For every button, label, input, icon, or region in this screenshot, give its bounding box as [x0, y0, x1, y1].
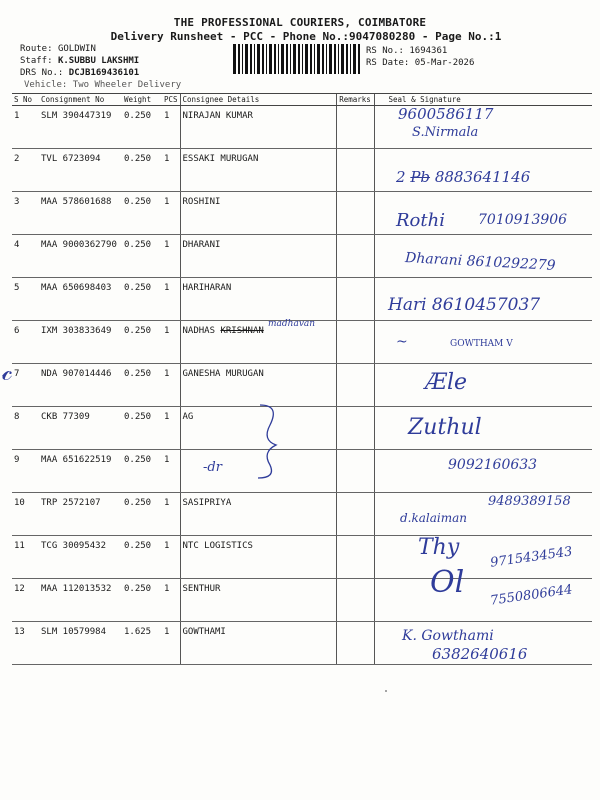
table-row: [12, 149, 592, 192]
col-signature: Seal & Signature: [374, 94, 592, 106]
drs-line: DRS No.: DCJB169436101: [20, 68, 140, 78]
row-signature: [374, 364, 592, 407]
row-weight: 0.250: [122, 536, 162, 579]
row-weight: 0.250: [122, 493, 162, 536]
signature-12-phone: 7550806644: [489, 582, 574, 609]
row-remarks: [336, 493, 374, 536]
vehicle-line: Vehicle: Two Wheeler Delivery: [24, 80, 182, 90]
signature-11-phone: 9715434543: [489, 544, 574, 571]
row-weight: 0.250: [122, 579, 162, 622]
table-row: [12, 450, 592, 493]
row-sno: 13: [12, 622, 39, 665]
row-sno: 8: [12, 407, 39, 450]
row-consignee: AG: [180, 407, 336, 450]
row-pcs: 1: [162, 450, 180, 493]
row-pcs: 1: [162, 407, 180, 450]
row-sno: 12: [12, 579, 39, 622]
row-weight: 0.250: [122, 450, 162, 493]
row-consignment: SLM 390447319: [39, 106, 122, 149]
page-title: THE PROFESSIONAL COURIERS, COIMBATORE: [173, 16, 427, 29]
col-consignment: Consignment No: [39, 94, 122, 106]
row-signature: [374, 106, 592, 149]
row-consignee: NADHAS KRISHNAN: [180, 321, 336, 364]
row-remarks: [336, 192, 374, 235]
row-pcs: 1: [162, 106, 180, 149]
table-row: [12, 407, 592, 450]
table-row: [12, 278, 592, 321]
col-pcs: PCS: [162, 94, 180, 106]
row-consignee: SENTHUR: [180, 579, 336, 622]
row-sno: 7: [12, 364, 39, 407]
signature-13-phone: 6382640616: [432, 645, 528, 663]
row-signature: [374, 235, 592, 278]
route-line: Route: GOLDWIN: [20, 44, 96, 54]
row-signature: [374, 579, 592, 622]
signature-6-name: GOWTHAM V: [450, 339, 513, 349]
row-consignment: MAA 9000362790: [39, 235, 122, 278]
row-consignment: TVL 6723094: [39, 149, 122, 192]
signature-12-scribble: Ol: [430, 565, 465, 600]
row-signature: [374, 493, 592, 536]
table-row: [12, 106, 592, 149]
row-weight: 0.250: [122, 407, 162, 450]
signature-3-phone: 7010913906: [478, 212, 568, 228]
signature-5: Hari 8610457037: [388, 295, 541, 315]
row-sno: 1: [12, 106, 39, 149]
signature-8-phone: 9092160633: [448, 457, 538, 473]
signature-10-name: d.kalaiman: [400, 511, 468, 525]
signature-1-phone: 9600586117: [398, 105, 494, 123]
table-row: [12, 235, 592, 278]
row-pcs: 1: [162, 235, 180, 278]
row-signature: [374, 450, 592, 493]
row-pcs: 1: [162, 493, 180, 536]
row-pcs: 1: [162, 149, 180, 192]
row-consignment: CKB 77309: [39, 407, 122, 450]
signature-11-scribble: Thy: [418, 535, 460, 560]
row-sno: 11: [12, 536, 39, 579]
row-consignment: MAA 651622519: [39, 450, 122, 493]
signature-7-scribble: Æle: [425, 370, 468, 395]
row-weight: 0.250: [122, 278, 162, 321]
row-consignee: GANESHA MURUGAN: [180, 364, 336, 407]
row-remarks: [336, 235, 374, 278]
table-row: [12, 493, 592, 536]
row-remarks: [336, 149, 374, 192]
row-signature: [374, 321, 592, 364]
row-pcs: 1: [162, 536, 180, 579]
row-weight: 0.250: [122, 235, 162, 278]
col-remarks: Remarks: [336, 94, 374, 106]
row-remarks: [336, 622, 374, 665]
row-signature: [374, 536, 592, 579]
row-consignee: NTC LOGISTICS: [180, 536, 336, 579]
row-signature: [374, 149, 592, 192]
rs-no-line: RS No.: 1694361: [366, 46, 448, 56]
remark-overwrite-6: madhavan: [268, 319, 316, 329]
signature-2: 2 Pb 8883641146: [396, 168, 531, 186]
row-sno: 3: [12, 192, 39, 235]
row-pcs: 1: [162, 579, 180, 622]
row-consignment: MAA 112013532: [39, 579, 122, 622]
row-sno: 5: [12, 278, 39, 321]
row-remarks: [336, 278, 374, 321]
rs-date-value: 05-Mar-2026: [414, 58, 475, 68]
row-sno: 2: [12, 149, 39, 192]
row-weight: 0.250: [122, 321, 162, 364]
row-consignment: SLM 10579984: [39, 622, 122, 665]
drs-value: DCJB169436101: [68, 68, 140, 78]
row-remarks: [336, 450, 374, 493]
row-remarks: [336, 364, 374, 407]
row-weight: 0.250: [122, 364, 162, 407]
table-header: [12, 94, 592, 106]
page-subtitle: Delivery Runsheet - PCC - Phone No.:9047080280 - Page No.:1: [110, 30, 502, 43]
row-remarks: [336, 106, 374, 149]
signature-6-scribble: ~: [396, 334, 408, 350]
table-row: [12, 192, 592, 235]
row-sno: 10: [12, 493, 39, 536]
table-row: [12, 622, 592, 665]
row-pcs: 1: [162, 192, 180, 235]
row-consignment: MAA 650698403: [39, 278, 122, 321]
row-remarks: [336, 536, 374, 579]
row-consignment: MAA 578601688: [39, 192, 122, 235]
signature-3-name: Rothi: [396, 210, 445, 231]
row-consignment: IXM 303833649: [39, 321, 122, 364]
scan-speck: [385, 690, 387, 692]
rs-no-value: 1694361: [409, 46, 448, 56]
table-row: [12, 321, 592, 364]
row-signature: [374, 192, 592, 235]
table-row: [12, 579, 592, 622]
row-sno: 4: [12, 235, 39, 278]
row-consignee: NIRAJAN KUMAR: [180, 106, 336, 149]
margin-mark: 𝒸: [2, 357, 13, 387]
staff-value: K.SUBBU LAKSHMI: [57, 56, 140, 66]
row-remarks: [336, 579, 374, 622]
row-signature: [374, 622, 592, 665]
signature-4: Dharani 8610292279: [404, 250, 556, 274]
row-pcs: 1: [162, 364, 180, 407]
signature-9-mark: -dr: [203, 460, 222, 475]
row-pcs: 1: [162, 321, 180, 364]
row-weight: 0.250: [122, 149, 162, 192]
barcode-image: [233, 44, 360, 74]
signature-10-phone: 9489389158: [488, 494, 571, 509]
signature-8-scribble: Zuthul: [408, 415, 482, 440]
table-row: [12, 536, 592, 579]
row-sno: 6: [12, 321, 39, 364]
row-weight: 0.250: [122, 106, 162, 149]
row-remarks: [336, 407, 374, 450]
row-pcs: 1: [162, 622, 180, 665]
row-consignee: DHARANI: [180, 235, 336, 278]
col-consignee: Consignee Details: [180, 94, 336, 106]
row-weight: 1.625: [122, 622, 162, 665]
rs-date-line: RS Date: 05-Mar-2026: [366, 58, 475, 68]
row-consignment: NDA 907014446: [39, 364, 122, 407]
runsheet-table: [12, 93, 592, 665]
signature-13-name: K. Gowthami: [402, 628, 494, 644]
row-remarks: [336, 321, 374, 364]
col-weight: Weight: [122, 94, 162, 106]
row-signature: [374, 278, 592, 321]
signature-9-bracket: [250, 400, 290, 480]
row-consignee: HARIHARAN: [180, 278, 336, 321]
table-row: [12, 364, 592, 407]
row-consignment: TRP 2572107: [39, 493, 122, 536]
route-value: GOLDWIN: [57, 44, 96, 54]
row-weight: 0.250: [122, 192, 162, 235]
row-consignee: ROSHINI: [180, 192, 336, 235]
vehicle-value: Two Wheeler Delivery: [72, 80, 182, 90]
row-signature: [374, 407, 592, 450]
row-consignee: GOWTHAMI: [180, 622, 336, 665]
row-consignee: SASIPRIYA: [180, 493, 336, 536]
col-sno: S No: [12, 94, 39, 106]
row-consignee: ESSAKI MURUGAN: [180, 149, 336, 192]
signature-1-name: S.Nirmala: [412, 125, 479, 140]
row-pcs: 1: [162, 278, 180, 321]
row-sno: 9: [12, 450, 39, 493]
row-consignment: TCG 30095432: [39, 536, 122, 579]
staff-line: Staff: K.SUBBU LAKSHMI: [20, 56, 140, 66]
